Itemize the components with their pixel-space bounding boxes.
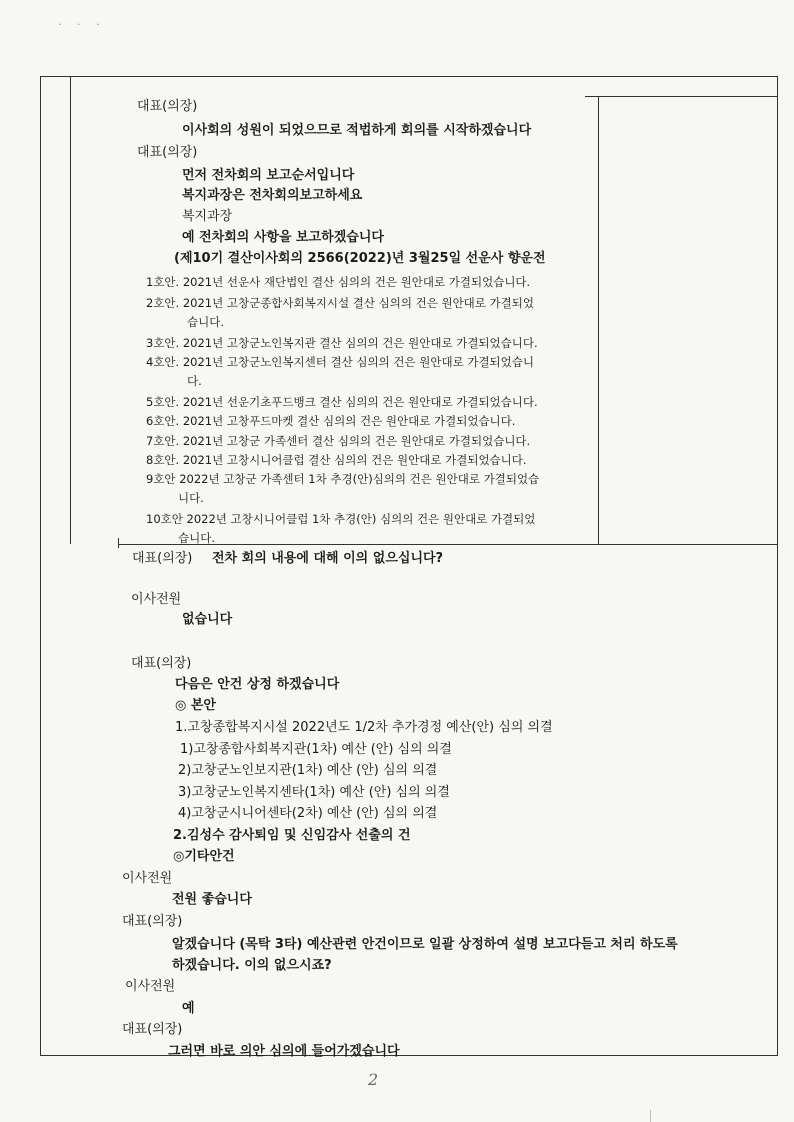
statement-line: 이사회의 성원이 되었으므로 적법하게 회의를 시작하겠습니다 xyxy=(182,123,532,138)
statement-line: 다음은 안건 상정 하겠습니다 xyxy=(175,677,340,692)
statement-line: 복지과장은 전차회의보고하세요 xyxy=(182,188,363,203)
speaker-all-directors: 이사전원 xyxy=(122,871,173,886)
resolution-item-continuation: 습니다. xyxy=(187,315,224,329)
agenda-item: 1.고창종합복지시설 2022년도 1/2차 추가경정 예산(안) 심의 의결 xyxy=(175,720,553,735)
resolution-item: 3호안. 2021년 고창군노인복지관 결산 심의의 건은 원안대로 가결되었습니다. xyxy=(146,336,538,350)
resolution-item: 2호안. 2021년 고창군종합사회복지시설 결산 심의의 건은 원안대로 가결되었 xyxy=(146,296,534,310)
speaker-chair: 대표(의장) xyxy=(137,145,198,160)
resolution-item: 1호안. 2021년 선운사 재단법인 결산 심의의 건은 원안대로 가결되었습니다. xyxy=(146,275,531,289)
resolution-item: 4호안. 2021년 고창군노인복지센터 결산 심의의 건은 원안대로 가결되었습니 xyxy=(146,355,534,369)
speaker-chair: 대표(의장) xyxy=(122,914,183,929)
resolution-item-continuation: 다. xyxy=(187,374,202,388)
speaker-welfare-chief: 복지과장 xyxy=(182,209,233,224)
agenda-subitem: 3)고창군노인복지센타(1차) 예산 (안) 심의 의결 xyxy=(178,785,450,800)
agenda-other-header: ◎기타안건 xyxy=(173,849,235,864)
agenda-subitem: 1)고창종합사회복지관(1차) 예산 (안) 심의 의결 xyxy=(180,742,452,757)
speaker-chair: 대표(의장) xyxy=(131,656,192,671)
section-divider-tick xyxy=(118,538,119,548)
left-column-divider xyxy=(70,76,71,544)
speaker-chair: 대표(의장) xyxy=(132,551,193,566)
speaker-chair: 대표(의장) xyxy=(122,1022,183,1037)
right-box-divider xyxy=(598,96,599,544)
statement-line: 예 xyxy=(182,1001,195,1016)
statement-line: 전원 좋습니다 xyxy=(172,892,252,907)
speaker-all-directors: 이사전원 xyxy=(125,979,176,994)
resolution-item: 9호안 2022년 고창군 가족센터 1차 추경(안)심의의 건은 원안대로 가결되었습 xyxy=(146,472,540,486)
resolution-item-continuation: 니다. xyxy=(178,491,204,505)
resolution-item: 10호안 2022년 고창시니어클럽 1차 추경(안) 심의의 건은 원안대로 가결되었 xyxy=(146,512,536,526)
corner-mark xyxy=(650,1110,651,1122)
statement-line: 먼저 전차회의 보고순서입니다 xyxy=(182,168,355,183)
resolution-item: 6호안. 2021년 고창푸드마켓 결산 심의의 건은 원안대로 가결되었습니다. xyxy=(146,414,516,428)
statement-line: 그러면 바로 의안 심의에 들어가겠습니다 xyxy=(168,1044,400,1059)
resolution-item-continuation: 습니다. xyxy=(178,531,215,545)
resolution-item: 5호안. 2021년 선운기초푸드뱅크 결산 심의의 건은 원안대로 가결되었습니다. xyxy=(146,395,538,409)
statement-line: 전차 회의 내용에 대해 이의 없으십니다? xyxy=(212,551,444,566)
statement-line: 없습니다 xyxy=(182,612,233,627)
resolution-item: 7호안. 2021년 고창군 가족센터 결산 심의의 건은 원안대로 가결되었습니다. xyxy=(146,434,531,448)
speaker-chair: 대표(의장) xyxy=(137,99,198,114)
statement-line: 알겠습니다 (목탁 3타) 예산관련 안건이므로 일괄 상정하여 설명 보고다듣고 처리 하도록 xyxy=(172,937,678,952)
statement-line: 예 전차회의 사항을 보고하겠습니다 xyxy=(182,230,384,245)
page-scuff: · · · xyxy=(58,18,106,31)
section-divider xyxy=(118,544,778,545)
agenda-item: 2.김성수 감사퇴임 및 신임감사 선출의 건 xyxy=(173,828,411,843)
resolution-item: 8호안. 2021년 고창시니어클럽 결산 심의의 건은 원안대로 가결되었습니다. xyxy=(146,453,527,467)
right-box-top-rule xyxy=(585,96,778,97)
speaker-all-directors: 이사전원 xyxy=(131,592,182,607)
agenda-subitem: 2)고창군노인보지관(1차) 예산 (안) 심의 의결 xyxy=(178,763,438,778)
page-number: 2 xyxy=(368,1070,379,1089)
statement-line: 하겠습니다. 이의 없으시죠? xyxy=(172,958,332,973)
agenda-main-header: ◎ 본안 xyxy=(175,698,216,713)
statement-line: (제10기 결산이사회의 2566(2022)년 3월25일 선운사 향운전 xyxy=(174,251,546,266)
agenda-subitem: 4)고창군시니어센타(2차) 예산 (안) 심의 의결 xyxy=(178,806,438,821)
